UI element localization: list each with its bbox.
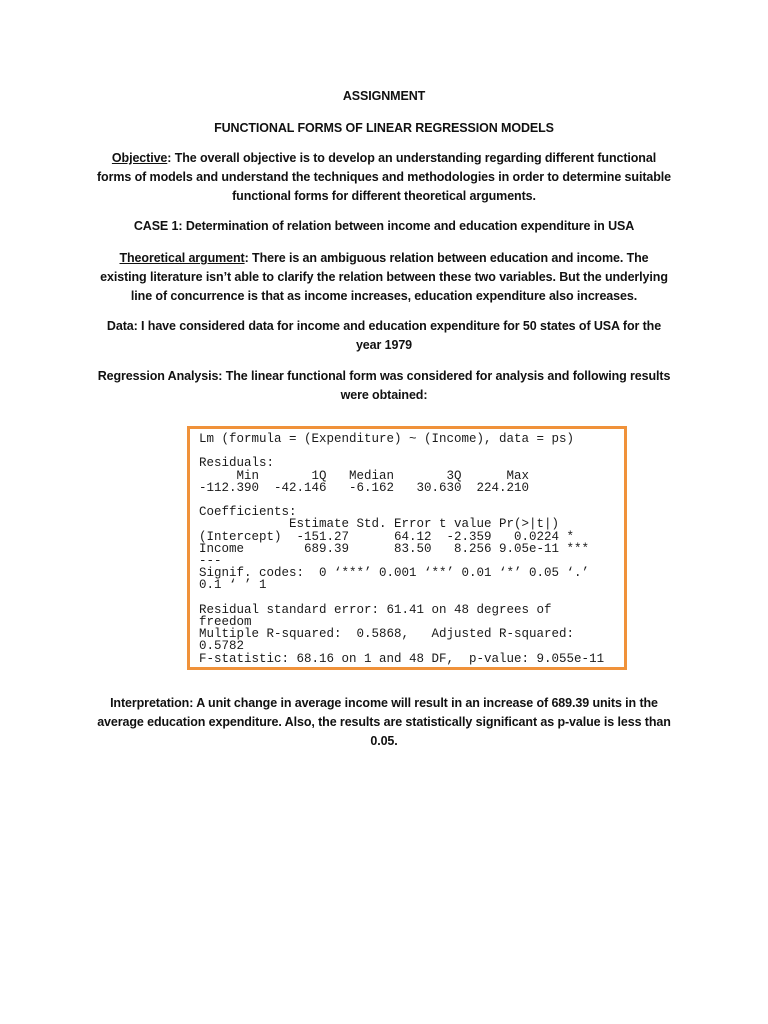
theory-paragraph (96, 249, 672, 306)
regression-output-box (187, 426, 627, 670)
theory-text: : There is an ambiguous relation between education and income. The existing literature isn’t able to clarify the relation between these two variables. But the underlying line of concurrence is that as income increases, education expenditure also increases. (100, 251, 668, 303)
theory-label: Theoretical argument (119, 251, 245, 265)
interpretation-paragraph: Interpretation: A unit change in average income will result in an increase of 689.39 units in the average education expenditure. Also, the results are statistically significant as p-value is less than 0.05. (97, 696, 671, 748)
objective-label: Objective (111, 151, 168, 165)
regression-paragraph: Regression Analysis: The linear functional form was considered for analysis and following results were obtained: (97, 369, 671, 402)
document-subtitle: FUNCTIONAL FORMS OF LINEAR REGRESSION MODELS (214, 121, 554, 135)
objective-text: : The overall objective is to develop an understanding regarding different functional forms of models and understand the techniques and methodologies in order to determine suitable functional forms for different theoretical arguments. (96, 151, 671, 203)
regression-output-text: Lm (formula = (Expenditure) ~ (Income), data = ps) Residuals: Min 1Q Median 3Q Max -112.390 -42.146 -6.162 30.630 224.210 Coefficients: Estimate Std. Error t value Pr(>|t|) (Intercept) -151.27 64.12 -2.359 0.0224 * Income 689.39 83.50 8.256 9.05e-11 *** --- Signif. codes: 0 ‘***’ 0.001 ‘**’ 0.01 ‘*’ 0.05 ‘.’ 0.1 ‘ ’ 1 Residual standard error: 61.41 on 48 degrees of freedom Multiple R-squared: 0.5868, Adjusted R-squared: 0.5782 F-statistic: 68.16 on 1 and 48 DF, p-value: 9.055e-11 (199, 432, 605, 666)
data-paragraph: Data: I have considered data for income and education expenditure for 50 states of USA for the year 1979 (106, 319, 662, 352)
case-heading: CASE 1: Determination of relation between income and education expenditure in USA (133, 219, 635, 233)
objective-paragraph (96, 149, 672, 206)
document-title: ASSIGNMENT (342, 89, 426, 103)
